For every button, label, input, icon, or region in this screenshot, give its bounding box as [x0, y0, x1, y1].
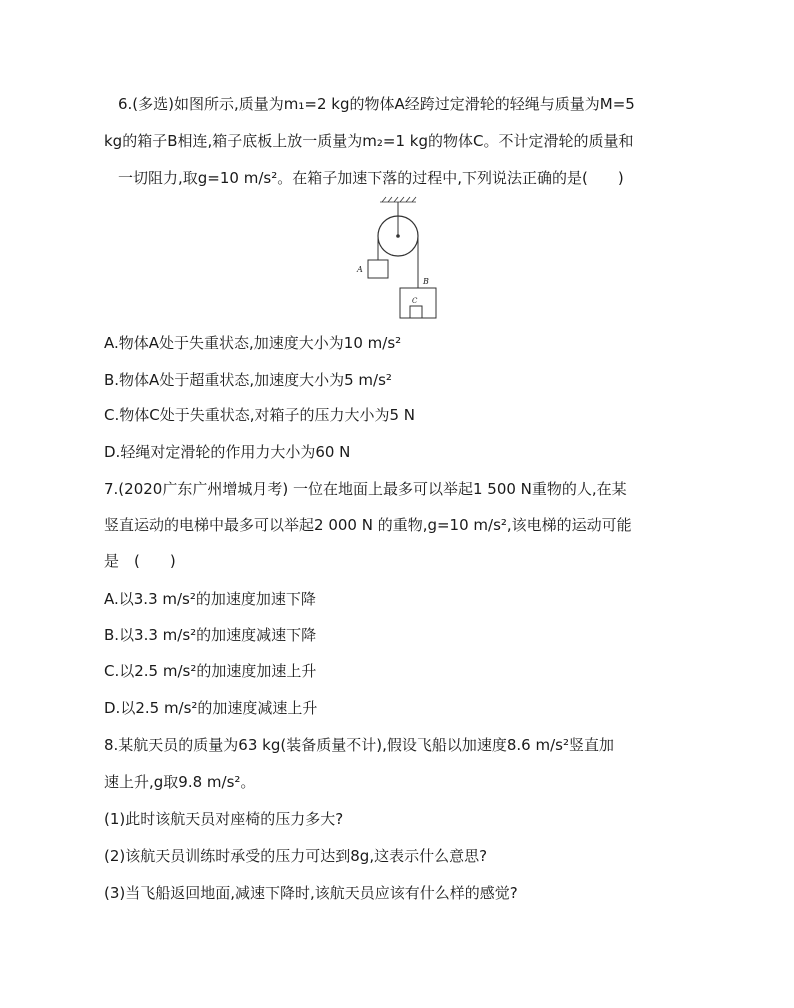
- block-c: [410, 306, 422, 318]
- q7-option-d: D.以2.5 m/s²的加速度减速上升: [104, 699, 318, 717]
- label-b: B: [423, 277, 429, 286]
- q7-option-b: B.以3.3 m/s²的加速度减速下降: [104, 626, 317, 644]
- q6-stem-line-2: kg的箱子B相连,箱子底板上放一质量为m₂=1 kg的物体C。不计定滑轮的质量和: [104, 132, 634, 150]
- label-a: A: [357, 265, 363, 274]
- q8-subquestion-1: (1)此时该航天员对座椅的压力多大?: [104, 810, 344, 828]
- block-a: [368, 260, 388, 278]
- q6-option-c: C.物体C处于失重状态,对箱子的压力大小为5 N: [104, 406, 416, 424]
- q6-option-a: A.物体A处于失重状态,加速度大小为10 m/s²: [104, 334, 402, 352]
- q6-stem-line-3: 一切阻力,取g=10 m/s²。在箱子加速下落的过程中,下列说法正确的是( ): [118, 169, 624, 187]
- q8-subquestion-2: (2)该航天员训练时承受的压力可达到8g,这表示什么意思?: [104, 847, 488, 865]
- q7-stem-line-2: 竖直运动的电梯中最多可以举起2 000 N 的重物,g=10 m/s²,该电梯的运动可能: [104, 516, 632, 534]
- pulley-diagram: [350, 196, 450, 320]
- q8-subquestion-3: (3)当飞船返回地面,减速下降时,该航天员应该有什么样的感觉?: [104, 884, 518, 902]
- pulley-hub: [396, 234, 400, 238]
- label-c: C: [412, 297, 418, 305]
- q7-option-c: C.以2.5 m/s²的加速度加速上升: [104, 662, 317, 680]
- q7-option-a: A.以3.3 m/s²的加速度加速下降: [104, 590, 316, 608]
- q7-stem-line-1: 7.(2020广东广州增城月考) 一位在地面上最多可以举起1 500 N重物的人,在某: [104, 480, 627, 498]
- ceiling-hatch: [380, 197, 416, 202]
- q8-stem-line-1: 8.某航天员的质量为63 kg(装备质量不计),假设飞船以加速度8.6 m/s²竖直加: [104, 736, 614, 754]
- q6-option-b: B.物体A处于超重状态,加速度大小为5 m/s²: [104, 371, 392, 389]
- q8-stem-line-2: 速上升,g取9.8 m/s²。: [104, 773, 256, 791]
- q6-option-d: D.轻绳对定滑轮的作用力大小为60 N: [104, 443, 351, 461]
- q7-stem-line-3: 是 ( ): [104, 552, 176, 570]
- q6-stem-line-1: 6.(多选)如图所示,质量为m₁=2 kg的物体A经跨过定滑轮的轻绳与质量为M=5: [118, 95, 635, 113]
